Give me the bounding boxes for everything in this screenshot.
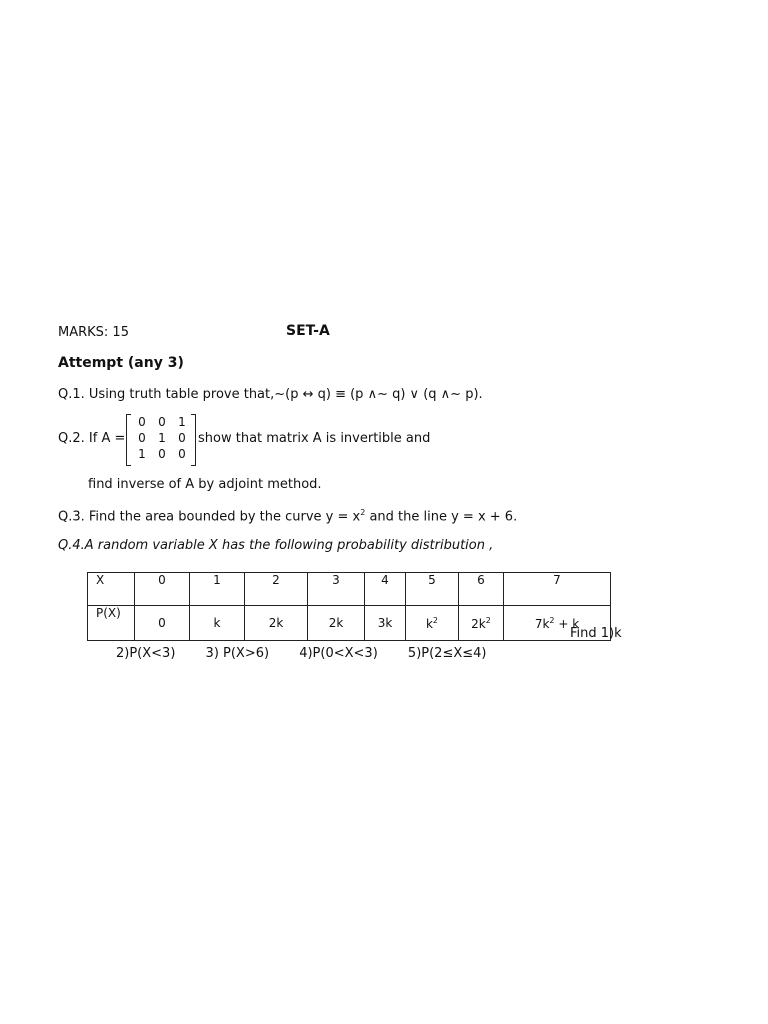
matrix-cell: 0	[178, 431, 186, 445]
matrix-cell: 1	[158, 431, 166, 445]
question-3-exponent: 2	[360, 508, 366, 517]
p-base: 0	[158, 616, 166, 630]
question-2-prefix: Q.2. If A =	[58, 431, 126, 446]
matrix-cell: 1	[138, 447, 146, 461]
table-cell: 1	[190, 573, 245, 606]
matrix-cell: 0	[178, 447, 186, 461]
table-cell	[245, 606, 308, 641]
table-cell	[365, 606, 406, 641]
instruction: Attempt (any 3)	[58, 355, 184, 371]
marks-label: MARKS: 15	[58, 325, 129, 340]
table-cell	[135, 606, 190, 641]
matrix-cell: 1	[178, 415, 186, 429]
p-base: k	[425, 616, 433, 631]
sub-question: 3) P(X>6)	[205, 646, 270, 661]
p-base: k	[213, 616, 221, 630]
sub-questions	[116, 646, 512, 661]
question-1: Q.1. Using truth table prove that,~(p ↔ q) ≡ (p ∧~ q) ∨ (q ∧~ p).	[58, 387, 483, 402]
p-base: 2k	[328, 616, 344, 630]
table-cell	[406, 606, 459, 641]
table-cell: 7	[504, 573, 611, 606]
question-3-before: Q.3. Find the area bounded by the curve y = x	[58, 509, 361, 525]
matrix-cell: 0	[158, 415, 166, 429]
p-exp: 2	[432, 615, 439, 625]
question-4: Q.4.A random variable X has the following probability distribution ,	[58, 538, 494, 553]
sub-question: 5)P(2≤X≤4)	[407, 646, 487, 661]
matrix-left-bracket	[126, 414, 131, 466]
matrix-entries	[132, 414, 192, 462]
p-base: 2k	[471, 616, 486, 631]
matrix-cell: 0	[138, 415, 146, 429]
table-cell: 0	[135, 573, 190, 606]
p-base: 3k	[377, 616, 393, 630]
p-base: 2k	[268, 616, 284, 630]
p-exp: 2	[485, 615, 491, 625]
question-2-suffix: show that matrix A is invertible and	[198, 431, 431, 446]
question-3-after: and the line y = x + 6.	[365, 509, 518, 525]
table-cell	[190, 606, 245, 641]
table-cell: 4	[365, 573, 406, 606]
table-cell	[459, 606, 504, 641]
table-cell: 3	[308, 573, 365, 606]
sub-question: 4)P(0<X<3)	[299, 646, 378, 661]
question-2-line2: find inverse of A by adjoint method.	[88, 477, 322, 492]
set-label: SET-A	[286, 323, 330, 339]
table-cell: 2	[245, 573, 308, 606]
p-base: 7k	[534, 616, 550, 631]
sub-question: 2)P(X<3)	[116, 646, 176, 661]
question-3	[58, 508, 517, 524]
table-row-x	[88, 573, 611, 606]
table-cell-label: P(X)	[88, 606, 135, 641]
table-cell: 6	[459, 573, 504, 606]
p-tail: + k	[554, 616, 580, 631]
probability-table	[87, 572, 611, 641]
table-cell: 5	[406, 573, 459, 606]
matrix-a	[126, 414, 196, 464]
table-row-px	[88, 606, 611, 641]
find-label: Find 1)k	[570, 626, 622, 641]
p-exp: 2	[549, 615, 555, 625]
matrix-cell: 0	[138, 431, 146, 445]
matrix-right-bracket	[191, 414, 196, 466]
matrix-cell: 0	[158, 447, 166, 461]
table-cell	[308, 606, 365, 641]
table-cell-label: X	[88, 573, 135, 606]
